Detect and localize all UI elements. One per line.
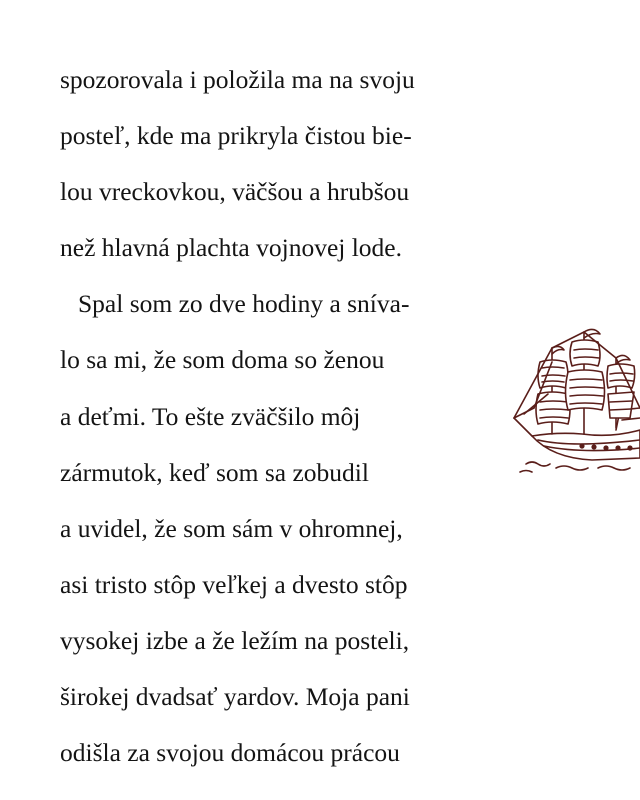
text-line: lo sa mi, že som doma so ženou <box>60 345 385 375</box>
text-line: odišla za svojou domácou prácou <box>60 738 400 768</box>
text-line: zármutok, keď som sa zobudil <box>60 457 369 487</box>
text-line: spozorovala i položila ma na svoju <box>60 65 415 94</box>
text-line: a uvidel, že som sám v ohromnej, <box>60 513 403 543</box>
text-line: širokej dvadsať yardov. Moja pani <box>60 682 410 712</box>
text-line: lou vreckovkou, väčšou a hrubšou <box>60 177 410 207</box>
paragraph-start-line: Spal som zo dve hodiny a sníva- <box>78 289 410 319</box>
text-line: vysokej izbe a že ležím na posteli, <box>60 625 410 655</box>
text-line: a deťmi. To ešte zväčšilo môj <box>60 401 361 431</box>
text-line: než hlavná plachta vojnovej lode. <box>60 233 402 263</box>
text-line: posteľ, kde ma prikryla čistou bie- <box>60 121 412 151</box>
text-line: asi tristo stôp veľkej a dvesto stôp <box>60 569 408 599</box>
sailing-ship-icon <box>512 318 640 478</box>
page-text <box>60 52 560 781</box>
